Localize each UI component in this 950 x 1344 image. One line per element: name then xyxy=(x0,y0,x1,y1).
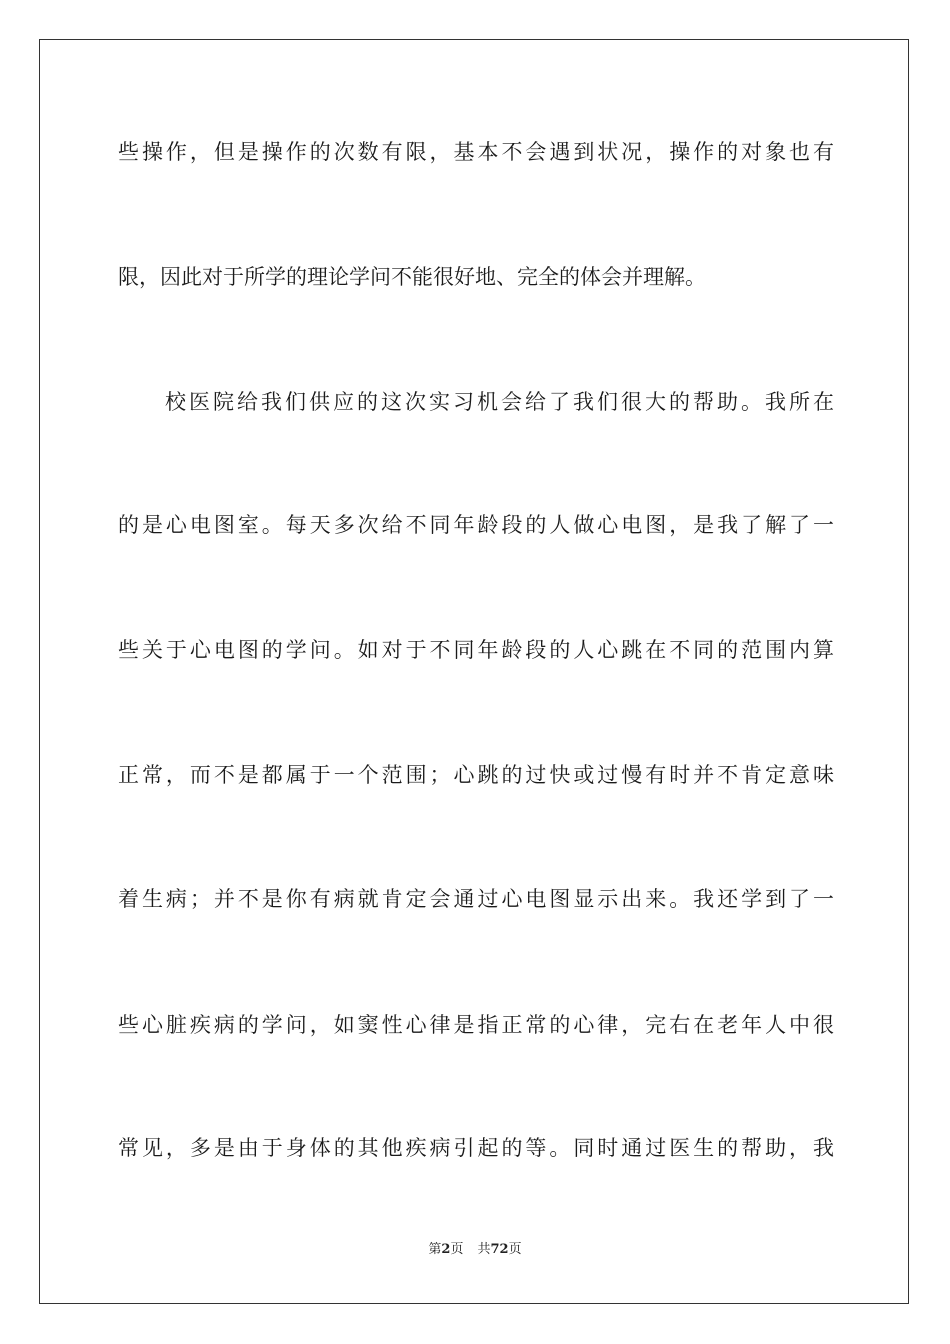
page-label-prefix: 第 xyxy=(428,1242,442,1257)
text-line: 常见，多是由于身体的其他疾病引起的等。同时通过医生的帮助，我 xyxy=(118,1136,834,1160)
text-line: 些心脏疾病的学问，如窦性心律是指正常的心律，完右在老年人中很 xyxy=(118,1013,834,1037)
total-label-prefix: 共 xyxy=(477,1242,491,1257)
text-line: 限，因此对于所学的理论学问不能很好地、完全的体会并理解。 xyxy=(118,265,706,289)
page-label-suffix: 页 xyxy=(450,1242,464,1257)
text-line: 的是心电图室。每天多次给不同年龄段的人做心电图，是我了解了一 xyxy=(118,513,834,537)
total-pages-number: 72 xyxy=(490,1242,509,1257)
text-line: 正常，而不是都属于一个范围；心跳的过快或过慢有时并不肯定意味 xyxy=(118,763,834,787)
text-line: 些关于心电图的学问。如对于不同年龄段的人心跳在不同的范围内算 xyxy=(118,638,834,662)
text-line: 着生病；并不是你有病就肯定会通过心电图显示出来。我还学到了一 xyxy=(118,887,834,911)
text-line: 些操作，但是操作的次数有限，基本不会遇到状况，操作的对象也有 xyxy=(118,140,834,164)
current-page-number: 2 xyxy=(441,1242,451,1257)
paragraph-first-line: 校医院给我们供应的这次实习机会给了我们很大的帮助。我所在 xyxy=(165,390,834,414)
total-label-suffix: 页 xyxy=(508,1242,522,1257)
page-footer xyxy=(0,1240,950,1260)
page-border xyxy=(39,39,909,1304)
